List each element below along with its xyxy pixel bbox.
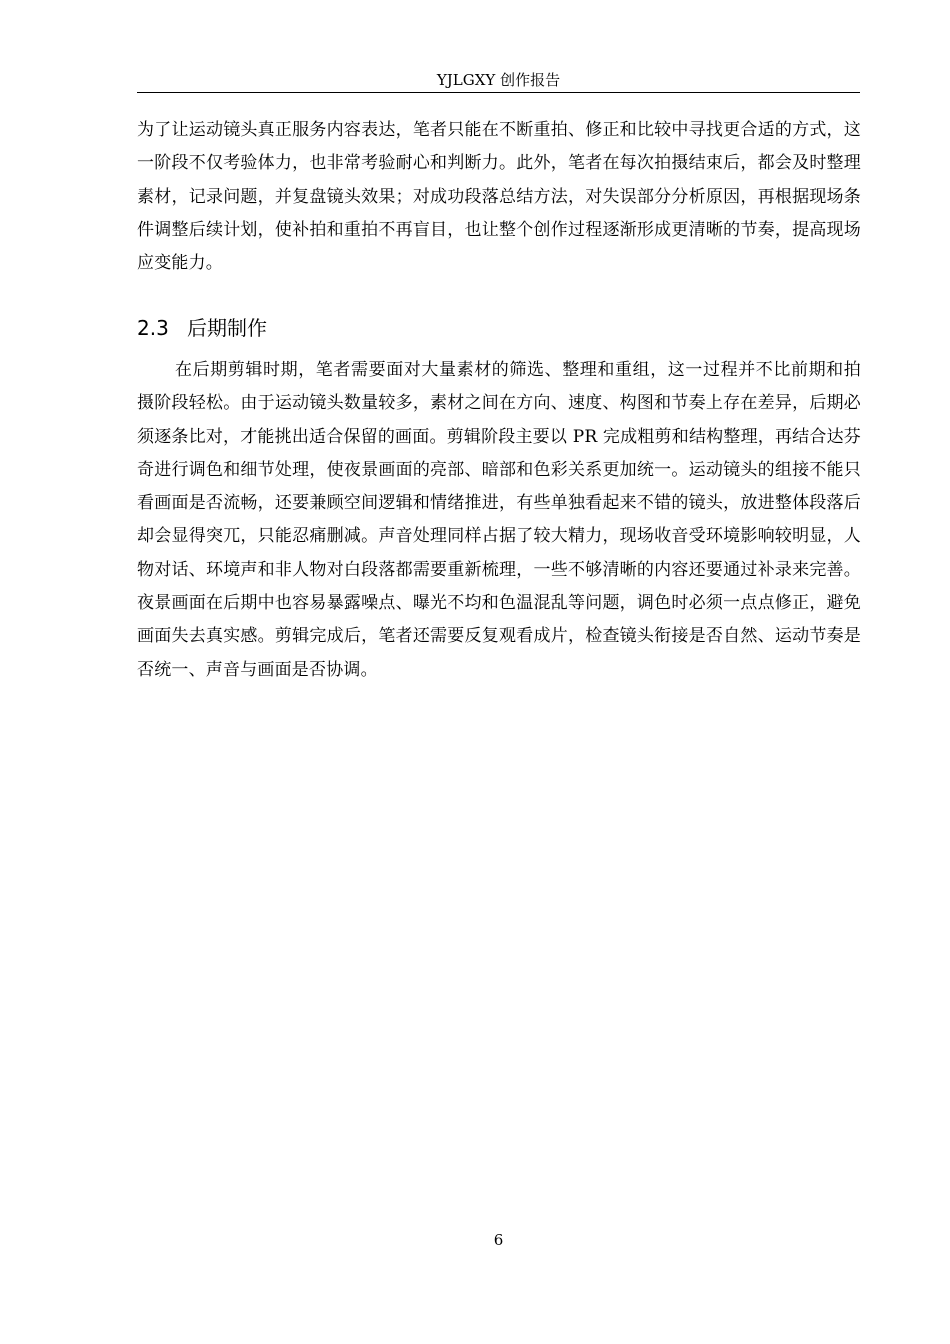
section-heading (137, 313, 267, 343)
paragraph-post-production: 在后期剪辑时期，笔者需要面对大量素材的筛选、整理和重组，这一过程并不比前期和拍摄阶段轻松。由于运动镜头数量较多，素材之间在方向、速度、构图和节奏上存在差异，后期必须逐条比对，才能挑出适合保留的画面。剪辑阶段主要以 PR 完成粗剪和结构整理，再结合达芬奇进行调色和细节处理，使夜景画面的亮部、暗部和色彩关系更加统一。运动镜头的组接不能只看画面是否流畅，还要兼顾空间逻辑和情绪推进，有些单独看起来不错的镜头，放进整体段落后却会显得突兀，只能忍痛删减。声音处理同样占据了较大精力，现场收音受环境影响较明显，人物对话、环境声和非人物对白段落都需要重新梳理，一些不够清晰的内容还要通过补录来完善。夜景画面在后期中也容易暴露噪点、曝光不均和色温混乱等问题，调色时必须一点点修正，避免画面失去真实感。剪辑完成后，笔者还需要反复观看成片，检查镜头衔接是否自然、运动节奏是否统一、声音与画面是否协调。 (137, 360, 861, 680)
paragraph-intro: 为了让运动镜头真正服务内容表达，笔者只能在不断重拍、修正和比较中寻找更合适的方式，这一阶段不仅考验体力，也非常考验耐心和判断力。此外，笔者在每次拍摄结束后，都会及时整理素材，记录问题，并复盘镜头效果；对成功段落总结方法，对失误部分分析原因，再根据现场条件调整后续计划，使补拍和重拍不再盲目，也让整个创作过程逐渐形成更清晰的节奏，提高现场应变能力。 (137, 120, 861, 274)
section-title: 后期制作 (187, 316, 267, 340)
section-number: 2.3 (137, 316, 169, 340)
header-title: YJLGXY 创作报告 (436, 71, 561, 89)
header-divider (137, 92, 860, 93)
page-header (137, 70, 860, 90)
page-number (137, 1230, 860, 1250)
page-number-value: 6 (493, 1231, 504, 1249)
